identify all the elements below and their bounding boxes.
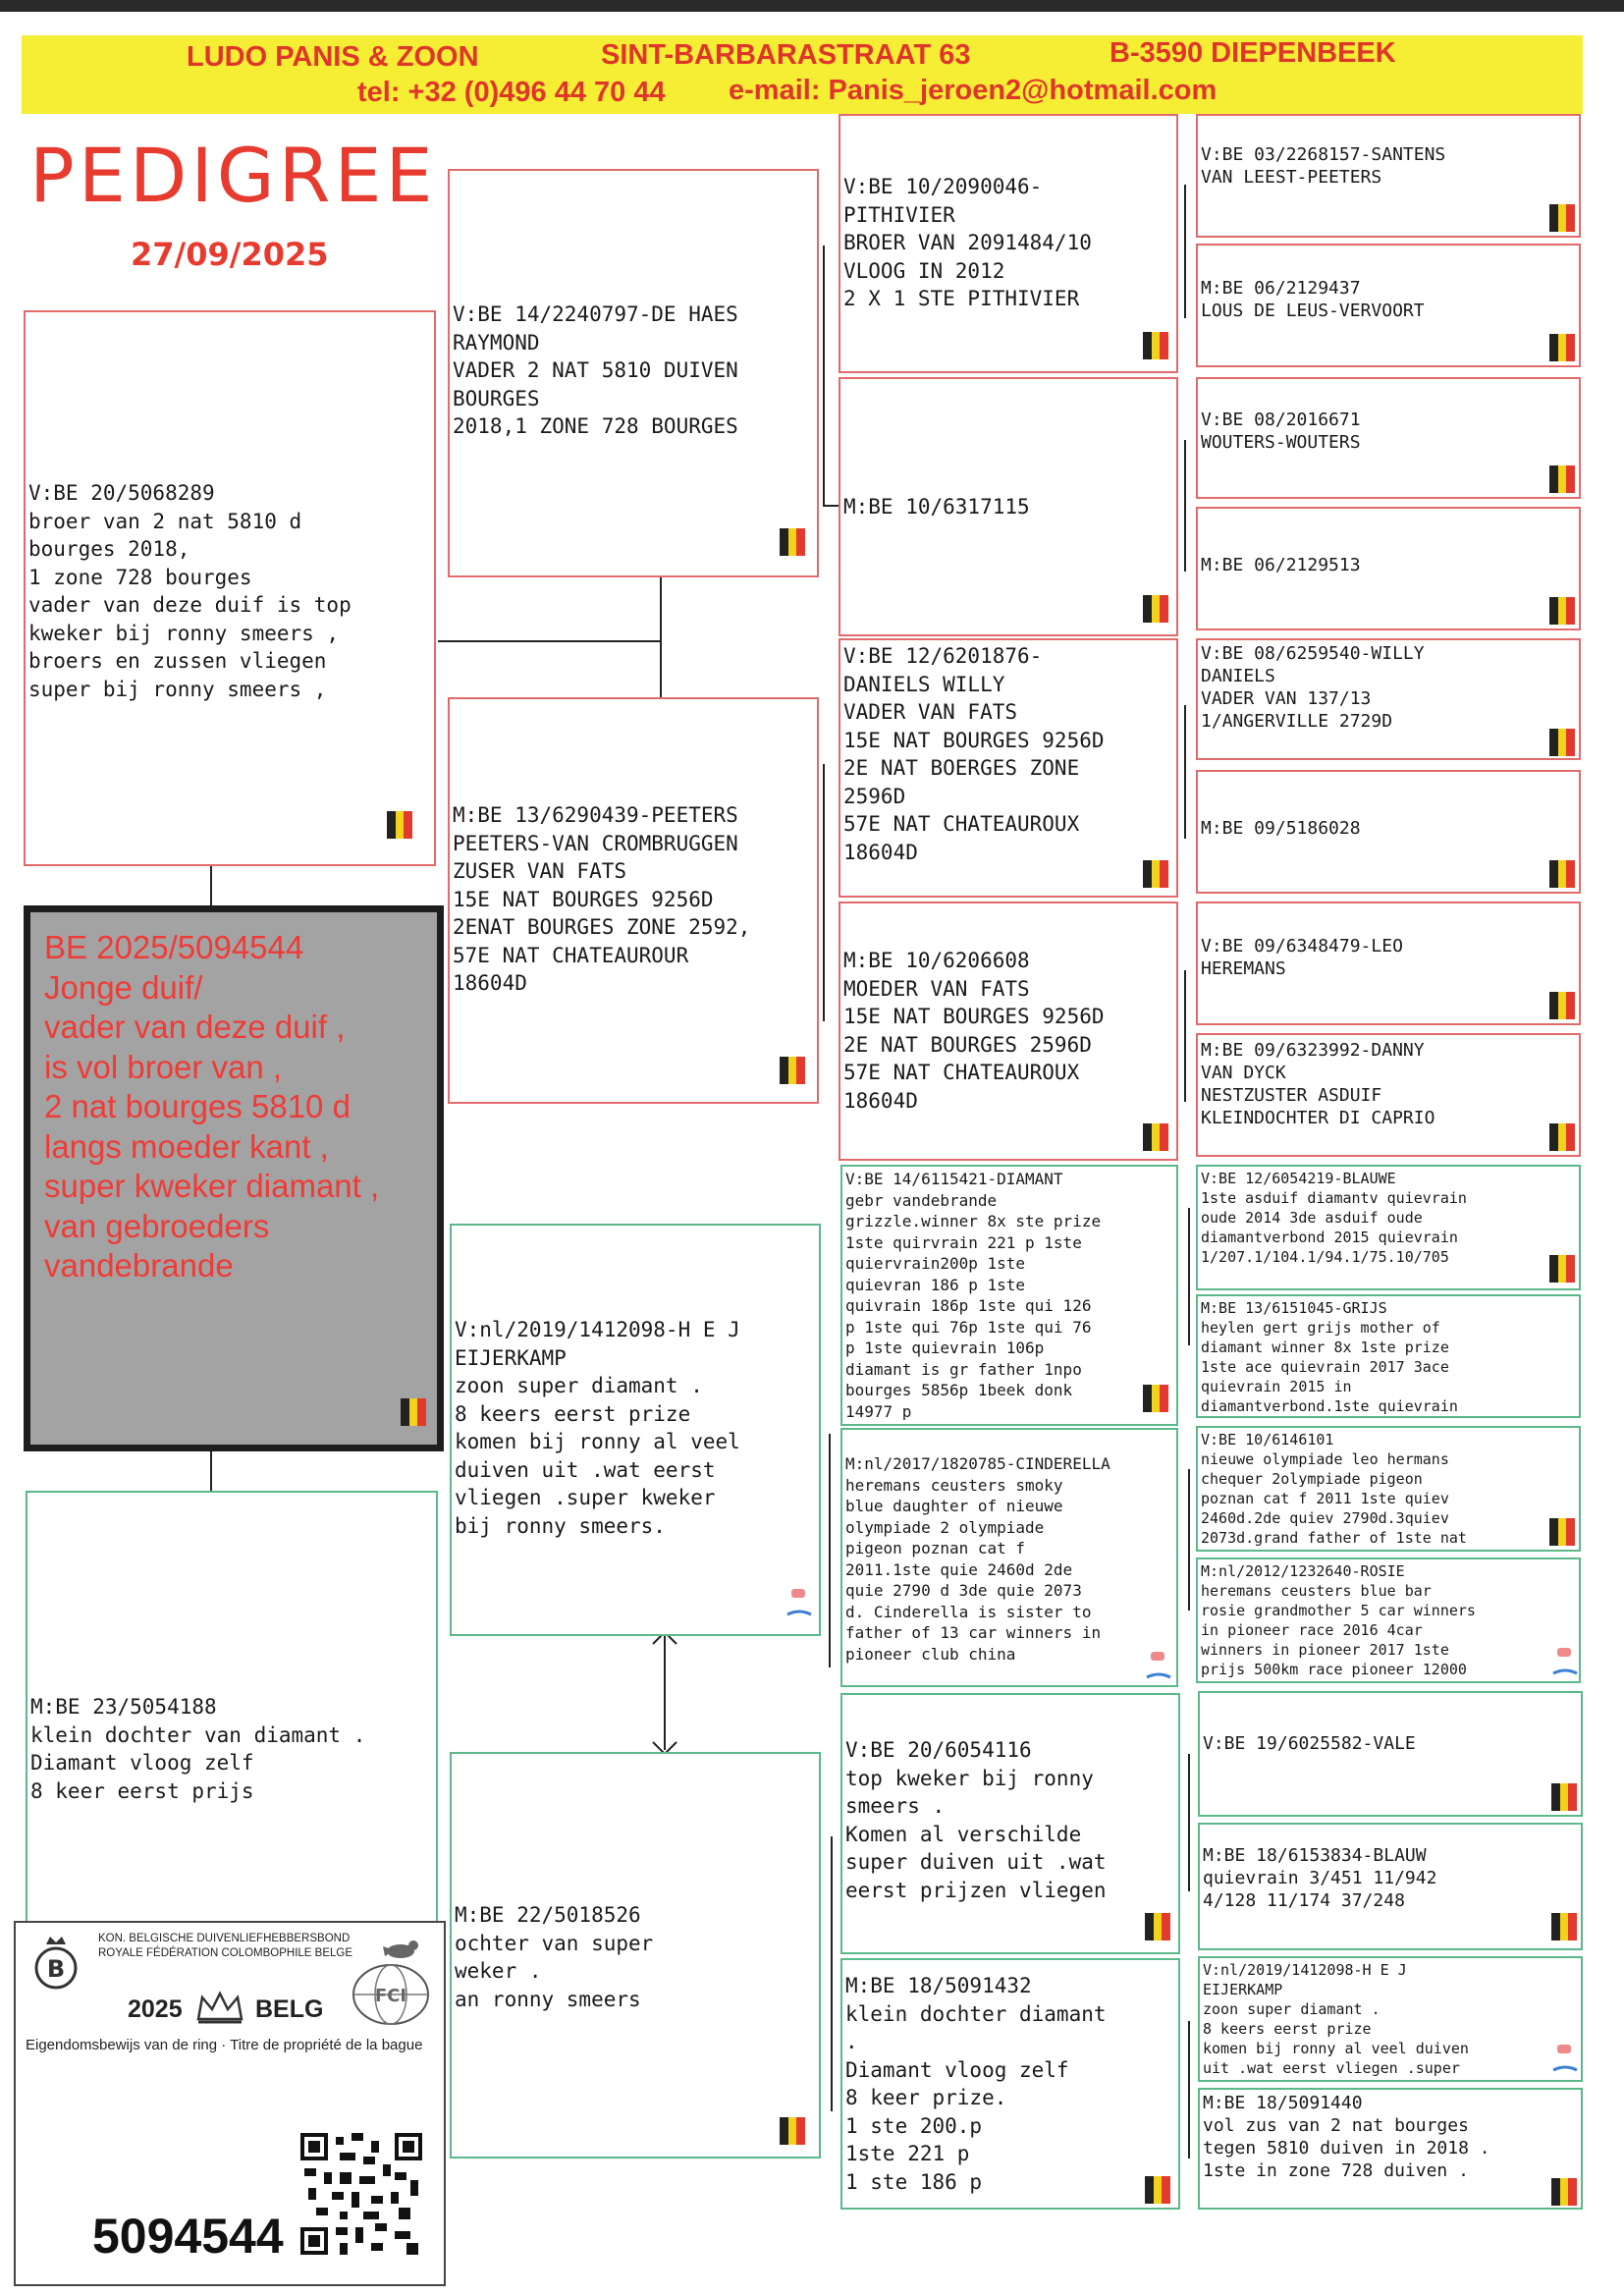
great-great-grandparent-box xyxy=(1196,1294,1581,1418)
svg-text:B: B xyxy=(46,1955,66,1983)
belgian-flag-icon xyxy=(1549,1518,1575,1546)
great-grandparent-info: V:BE 12/6201876- DANIELS WILLY VADER VAN FATS 15E NAT BOURGES 9256D 2E NAT BOERGES ZONE 2596D 57E NAT CHATEAUROUX 18604D xyxy=(843,644,1105,864)
belgian-flag-icon xyxy=(780,1057,805,1084)
belgian-flag-icon xyxy=(1551,1913,1577,1940)
top-scan-border xyxy=(0,0,1624,12)
great-grandparent-info: M:BE 10/6317115 xyxy=(843,495,1030,519)
great-grandparent-box xyxy=(840,1693,1180,1954)
connector-line xyxy=(1188,2021,1190,2158)
great-great-grandparent-box xyxy=(1198,1956,1583,2082)
origin-mark-icon xyxy=(1551,2043,1581,2076)
page-title: PEDIGREE xyxy=(29,132,437,219)
connector-line xyxy=(823,764,825,1021)
belgian-flag-icon xyxy=(1143,1123,1168,1151)
crown-emblem-icon xyxy=(192,1988,247,2027)
great-great-grandparent-box xyxy=(1196,770,1581,894)
belgian-flag-icon xyxy=(780,2117,805,2145)
ancestor-info: M:BE 06/2129437 LOUS DE LEUS-VERVOORT xyxy=(1201,278,1425,321)
belgian-flag-icon xyxy=(1551,2178,1577,2206)
qr-code-icon xyxy=(300,2133,422,2255)
belgian-flag-icon xyxy=(1549,204,1575,232)
ancestor-info: V:BE 09/6348479-LEO HEREMANS xyxy=(1201,936,1403,979)
grandparent-info: M:BE 22/5018526 ochter van super weker . an ronny smeers xyxy=(455,1903,654,2011)
great-great-grandparent-box xyxy=(1196,638,1581,760)
great-great-grandparent-box xyxy=(1196,244,1581,367)
subject-pigeon-box xyxy=(24,905,444,1451)
great-grandparent-box xyxy=(839,114,1178,373)
great-great-grandparent-box xyxy=(1196,1557,1581,1683)
connector-line xyxy=(829,1434,831,1667)
ring-ownership-card xyxy=(14,1921,446,2286)
great-grandparent-box xyxy=(839,377,1178,636)
belgian-flag-icon xyxy=(780,528,805,556)
great-grandparent-info: V:BE 14/6115421-DIAMANT gebr vandebrande grizzle.winner 8x ste prize 1ste quirvrain 221 p 1ste quiervrain200p 1ste quievran 186 p 1ste quivrain 186p 1ste qui 126 p 1ste qui 76p 1ste qui 76 p 1ste quievrain 106p diamant is gr father 1npo bourges 5856p 1beek donk 14977 p xyxy=(845,1170,1102,1420)
belgian-flag-icon xyxy=(1549,1123,1575,1151)
great-great-grandparent-box xyxy=(1198,1691,1583,1817)
ancestor-info: V:nl/2019/1412098-H E J EIJERKAMP zoon super diamant . 8 keers eerst prize komen bij ronny al veel duiven uit .wat eerst vliegen .super xyxy=(1203,1961,1469,2077)
belgian-flag-icon xyxy=(1549,597,1575,625)
pigeon-icon xyxy=(379,1937,422,1962)
dam-info: M:BE 23/5054188 klein dochter van diamant . Diamant vloog zelf 8 keer eerst prijs xyxy=(30,1695,366,1803)
connector-line xyxy=(438,640,660,642)
connector-line xyxy=(210,864,212,907)
great-grandparent-info: V:BE 20/6054116 top kweker bij ronny smeers . Komen al verschilde super duiven uit .wat eerst prijzen vliegen xyxy=(845,1738,1107,1902)
belgian-flag-icon xyxy=(401,1398,426,1426)
connector-line xyxy=(831,1836,833,2111)
origin-mark-icon xyxy=(1551,1646,1581,1679)
sire-info: V:BE 20/5068289 broer van 2 nat 5810 d bourges 2018, 1 zone 728 bourges vader van deze duif is top kweker bij ronny smeers , broers en zussen vliegen super bij ronny smeers , xyxy=(28,481,352,701)
great-great-grandparent-box xyxy=(1196,377,1581,499)
belgian-flag-icon xyxy=(1549,1255,1575,1283)
ancestor-info: V:BE 19/6025582-VALE xyxy=(1203,1733,1416,1754)
great-grandparent-info: M:nl/2017/1820785-CINDERELLA heremans ceusters smoky blue daughter of nieuwe olympiade 2 olympiade pigeon poznan cat f 2011.1ste quie 2460d 2de quie 2790 d 3de quie 2073 d. Cinderella is sister to father of 13 car winners in pioneer club china xyxy=(845,1454,1110,1664)
great-great-grandparent-box xyxy=(1198,1823,1583,1950)
ancestor-info: V:BE 03/2268157-SANTENS VAN LEEST-PEETERS xyxy=(1201,144,1446,188)
great-great-grandparent-box xyxy=(1196,507,1581,630)
origin-mark-icon xyxy=(1145,1650,1174,1683)
breeder-name: LUDO PANIS & ZOON xyxy=(187,41,479,73)
connector-line xyxy=(1184,440,1186,572)
great-grandparent-info: M:BE 10/6206608 MOEDER VAN FATS 15E NAT BOURGES 9256D 2E NAT BOURGES 2596D 57E NAT CHATEAUROUX 18604D xyxy=(843,949,1105,1113)
breeder-street: SINT-BARBARASTRAAT 63 xyxy=(601,39,971,71)
connector-line xyxy=(1184,705,1186,839)
connector-line xyxy=(823,246,825,505)
belgian-flag-icon xyxy=(387,811,412,839)
ancestor-info: M:BE 18/6153834-BLAUW quievrain 3/451 11/942 4/128 11/174 37/248 xyxy=(1203,1845,1437,1911)
dam-box xyxy=(26,1491,438,1923)
belgian-flag-icon xyxy=(1145,2176,1170,2204)
great-grandparent-info: V:BE 10/2090046- PITHIVIER BROER VAN 2091484/10 VLOOG IN 2012 2 X 1 STE PITHIVIER xyxy=(843,175,1092,310)
grandparent-info: V:nl/2019/1412098-H E J EIJERKAMP zoon super diamant . 8 keers eerst prize komen bij ronny al veel duiven uit .wat eerst vliegen .super kweker bij ronny smeers. xyxy=(455,1318,740,1538)
federation-name-fr: ROYALE FÉDÉRATION COLOMBOPHILE BELGE xyxy=(98,1947,353,1959)
grandparent-info: M:BE 13/6290439-PEETERS PEETERS-VAN CROMBRUGGEN ZUSER VAN FATS 15E NAT BOURGES 9256D 2ENAT BOURGES ZONE 2592, 57E NAT CHATEAUROUR 18604D xyxy=(453,803,751,995)
federation-name-nl: KON. BELGISCHE DUIVENLIEFHEBBERSBOND xyxy=(98,1933,351,1944)
fci-globe-logo-icon xyxy=(350,1960,432,2029)
ring-year: 2025 xyxy=(128,1995,183,2023)
great-grandparent-box xyxy=(839,638,1178,898)
grandparent-box xyxy=(448,697,819,1104)
belgian-flag-icon xyxy=(1143,332,1168,359)
ring-number: 5094544 xyxy=(92,2209,284,2264)
subject-info: BE 2025/5094544 Jonge duif/ vader van deze duif , is vol broer van , 2 nat bourges 5810 d langs moeder kant , super kweker diamant , van gebroeders vandebrande xyxy=(44,929,380,1284)
belgian-flag-icon xyxy=(1143,1385,1168,1412)
connector-line xyxy=(210,1451,212,1493)
belgian-flag-icon xyxy=(1549,334,1575,361)
belgian-flag-icon xyxy=(1143,860,1168,888)
ancestor-info: M:nl/2012/1232640-ROSIE heremans ceusters blue bar rosie grandmother 5 car winners in pioneer race 2016 4car winners in pioneer 2017 1ste prijs 500km race pioneer 12000 xyxy=(1201,1562,1476,1678)
origin-mark-icon xyxy=(785,1587,815,1620)
great-grandparent-info: M:BE 18/5091432 klein dochter diamant . Diamant vloog zelf 8 keer prize. 1 ste 200.p 1ste 221 p 1 ste 186 p xyxy=(845,1974,1107,2194)
grandparent-info: V:BE 14/2240797-DE HAES RAYMOND VADER 2 NAT 5810 DUIVEN BOURGES 2018,1 ZONE 728 BOURGES xyxy=(453,302,738,438)
grandparent-box xyxy=(448,169,819,577)
belgian-flag-icon xyxy=(1549,465,1575,493)
belgian-flag-icon xyxy=(1549,729,1575,756)
svg-text:FCI: FCI xyxy=(374,1986,407,2006)
great-great-grandparent-box xyxy=(1196,1426,1581,1552)
ancestor-info: V:BE 10/6146101 nieuwe olympiade leo hermans chequer 2olympiade pigeon poznan cat f 2011 1ste quiev 2460d.2de quiev 2790d.3quiev 2073d.grand father of 1ste nat xyxy=(1201,1431,1467,1547)
belgian-flag-icon xyxy=(1551,1783,1577,1811)
grandparent-box xyxy=(450,1752,821,2158)
great-great-grandparent-box xyxy=(1198,2088,1583,2210)
connector-line xyxy=(1188,1754,1190,1891)
ancestor-info: V:BE 12/6054219-BLAUWE 1ste asduif diamantv quievrain oude 2014 3de asduif oude diamantverbond 2015 quievrain 1/207.1/104.1/94.1/75.10/705 xyxy=(1201,1170,1467,1266)
federation-logo-icon xyxy=(26,1933,86,1992)
ring-country: BELG xyxy=(255,1995,324,2023)
connector-line xyxy=(1184,185,1186,318)
breeder-email: e-mail: Panis_jeroen2@hotmail.com xyxy=(729,75,1218,106)
great-grandparent-box xyxy=(840,1428,1178,1687)
grandparent-box xyxy=(450,1224,821,1636)
breeder-city: B-3590 DIEPENBEEK xyxy=(1110,37,1396,69)
ring-ownership-subtitle: Eigendomsbewijs van de ring · Titre de propriété de la bague xyxy=(26,2037,423,2053)
double-arrow-icon xyxy=(648,1630,681,1758)
connector-line xyxy=(1184,970,1186,1102)
belgian-flag-icon xyxy=(1145,1913,1170,1940)
pedigree-date: 27/09/2025 xyxy=(131,236,329,273)
great-great-grandparent-box xyxy=(1196,902,1581,1025)
belgian-flag-icon xyxy=(1549,992,1575,1019)
great-great-grandparent-box xyxy=(1196,1165,1581,1290)
belgian-flag-icon xyxy=(1549,860,1575,888)
great-grandparent-box xyxy=(839,902,1178,1161)
great-great-grandparent-box xyxy=(1196,114,1581,238)
great-great-grandparent-box xyxy=(1196,1033,1581,1157)
ancestor-info: M:BE 09/6323992-DANNY VAN DYCK NESTZUSTER ASDUIF KLEINDOCHTER DI CAPRIO xyxy=(1201,1040,1435,1128)
connector-line xyxy=(1188,1469,1190,1611)
ancestor-info: M:BE 18/5091440 vol zus van 2 nat bourges tegen 5810 duiven in 2018 . 1ste in zone 728 duiven . xyxy=(1203,2093,1490,2181)
belgian-flag-icon xyxy=(1143,595,1168,623)
ancestor-info: V:BE 08/6259540-WILLY DANIELS VADER VAN 137/13 1/ANGERVILLE 2729D xyxy=(1201,643,1425,732)
ancestor-info: M:BE 13/6151045-GRIJS heylen gert grijs mother of diamant winner 8x 1ste prize 1ste ace quievrain 2017 3ace quievrain 2015 in diamantverbond.1ste quievrain xyxy=(1201,1299,1458,1414)
sire-box xyxy=(24,310,436,866)
great-grandparent-box xyxy=(840,1165,1178,1426)
ancestor-info: M:BE 09/5186028 xyxy=(1201,818,1361,839)
connector-line xyxy=(660,577,662,697)
ancestor-info: V:BE 08/2016671 WOUTERS-WOUTERS xyxy=(1201,410,1361,453)
header-banner xyxy=(22,35,1583,114)
connector-line xyxy=(1188,1208,1190,1345)
ancestor-info: M:BE 06/2129513 xyxy=(1201,555,1361,575)
great-grandparent-box xyxy=(840,1958,1180,2210)
breeder-phone: tel: +32 (0)496 44 70 44 xyxy=(357,77,666,108)
